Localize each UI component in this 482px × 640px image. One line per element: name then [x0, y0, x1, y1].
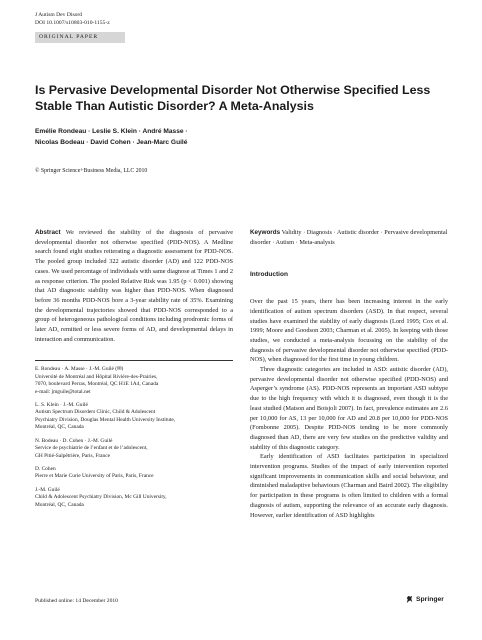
right-column	[250, 228, 448, 520]
affiliation-line: Université de Montréal and Hôpital Rivière-des-Prairies,	[35, 373, 158, 380]
publisher-name: Springer	[416, 596, 444, 603]
keywords-text: Validity · Diagnosis · Autistic disorder · Pervasive developmental disorder · Autism · Meta-analysis	[250, 229, 448, 246]
doi[interactable]: DOI 10.1007/s10803-010-1155-z	[35, 20, 110, 26]
affiliations	[35, 366, 233, 509]
affiliation-line: GH Pitié-Salpêtrière, Paris, France	[35, 452, 110, 459]
affiliation-line: Service de psychiatrie de l’enfant et de l’adolescent,	[35, 445, 148, 452]
affiliation-line: Psychiatry Division, Douglas Mental Health University Institute,	[35, 416, 176, 423]
affiliation-email[interactable]: e-mail: jmguile@total.net	[35, 388, 91, 395]
journal-header	[35, 11, 110, 27]
affiliation-line: J.-M. Guilé	[35, 486, 60, 493]
intro-paragraph-3: Early identification of ASD facilitates participation in specialized intervention programs. Studies of the impact of early intervention reported significant improvements in communication skills and social behaviour, and diminished maladaptive behaviours (Charman and Baird 2002). The eligibility for participation in these programs is often limited to children with a formal diagnosis of autism, supporting the relevance of an accurate early diagnosis. However, earlier identification of ASD highlights	[250, 453, 448, 519]
author-list	[35, 126, 455, 148]
published-date: Published online: 14 December 2010	[35, 598, 118, 604]
springer-horse-icon	[405, 595, 414, 604]
affiliation-line: E. Rondeau · A. Masse · J.-M. Guilé (✉)	[35, 366, 124, 373]
affiliation-block	[35, 438, 233, 460]
authors-line-1: Emélie Rondeau · Leslie S. Klein · André Masse ·	[35, 128, 188, 135]
abstract	[35, 228, 233, 344]
left-column	[35, 228, 233, 515]
affiliation-block	[35, 402, 233, 432]
intro-paragraph-1: Over the past 15 years, there has been increasing interest in the early identification of autism spectrum disorders (ASD). In that respect, several studies have examined the stability of early diagnosis (Lord 1995; Cox et al. 1999; Moore and Goodson 2003; Charman et al. 2005). In keeping with those studies, we conducted a meta-analysis focussing on the stability of the diagnosis of pervasive developmental disorder not otherwise specified (PDD-NOS), when diagnosed for the first time in young children.	[250, 298, 448, 364]
affiliation-line: Montréal, QC, Canada	[35, 501, 84, 508]
affiliation-line: L. S. Klein · J.-M. Guilé	[35, 402, 88, 409]
publisher-logo	[405, 595, 444, 604]
keywords	[250, 228, 448, 247]
abstract-label: Abstract	[35, 229, 61, 236]
affiliation-line: Child & Adolescent Psychiatry Division, Mc Gill University,	[35, 494, 167, 501]
affiliation-line: N. Bodeau · D. Cohen · J.-M. Guilé	[35, 437, 113, 444]
affiliation-line: D. Cohen	[35, 465, 56, 472]
article-type-band: ORIGINAL PAPER	[35, 32, 125, 43]
abstract-text: We reviewed the stability of the diagnosis of pervasive developmental disorder not otherwise specified (PDD-NOS). A Medline search found eight studies reiterating a diagnostic assessment for PDD-NOS. The pooled group included 322 autistic disorder (AD) and 122 PDD-NOS cases. We used percentage of individuals with same diagnose at Times 1 and 2 as response criterion. The pooled Relative Risk was 1.95 (p < 0.001) showing that AD diagnostic stability was higher than PDD-NOS. When diagnosed before 36 months PDD-NOS bore a 3-year stability rate of 35%. Examining the developmental trajectories showed that PDD-NOS corresponded to a group of heterogeneous pathological conditions including prodromic forms of later AD, remitted or less severe forms of AD, and developmental delays in interaction and communication.	[35, 229, 234, 343]
affiliation-line: Pierre et Marie Curie University of Paris, Paris, France	[35, 473, 154, 480]
affiliation-block	[35, 487, 233, 509]
affiliation-line: Montréal, QC, Canada	[35, 424, 84, 431]
affiliation-block	[35, 366, 233, 396]
introduction-heading: Introduction	[250, 271, 288, 279]
journal-name: J Autism Dev Disord	[35, 12, 83, 18]
affiliation-line: 7070, boulevard Perras, Montréal, QC H1E 1A4, Canada	[35, 381, 159, 388]
keywords-label: Keywords	[250, 229, 281, 236]
intro-paragraph-2: Three diagnostic categories are included in ASD: autistic disorder (AD), pervasive developmental disorder not otherwise specified (PDD-NOS) and Asperger’s syndrome (AS). PDD-NOS represents an important ASD subtype due to the high frequency with which it is diagnosed, even though it is the least studied (Matson and Boisjoli 2007). In fact, prevalence estimates are 2.6 per 10,000 for AS, 13 per 10,000 for AD and 20.8 per 10,000 for PDD-NOS (Fombonne 2005). Despite PDD-NOS tending to be more commonly diagnosed than AD, there are very few studies on the predictive validity and stability of this diagnostic category.	[250, 366, 448, 451]
affiliation-block	[35, 466, 233, 481]
article-title: Is Pervasive Developmental Disorder Not Otherwise Specified Less Stable Than Autistic Disorder? A Meta-Analysis	[35, 83, 431, 113]
affiliation-line: Autism Spectrum Disorders Clinic, Child & Adolescent	[35, 409, 156, 416]
affiliation-divider	[35, 360, 233, 361]
authors-line-2: Nicolas Bodeau · David Cohen · Jean-Marc Guilé	[35, 139, 188, 146]
copyright-notice: © Springer Science+Business Media, LLC 2010	[35, 168, 148, 174]
